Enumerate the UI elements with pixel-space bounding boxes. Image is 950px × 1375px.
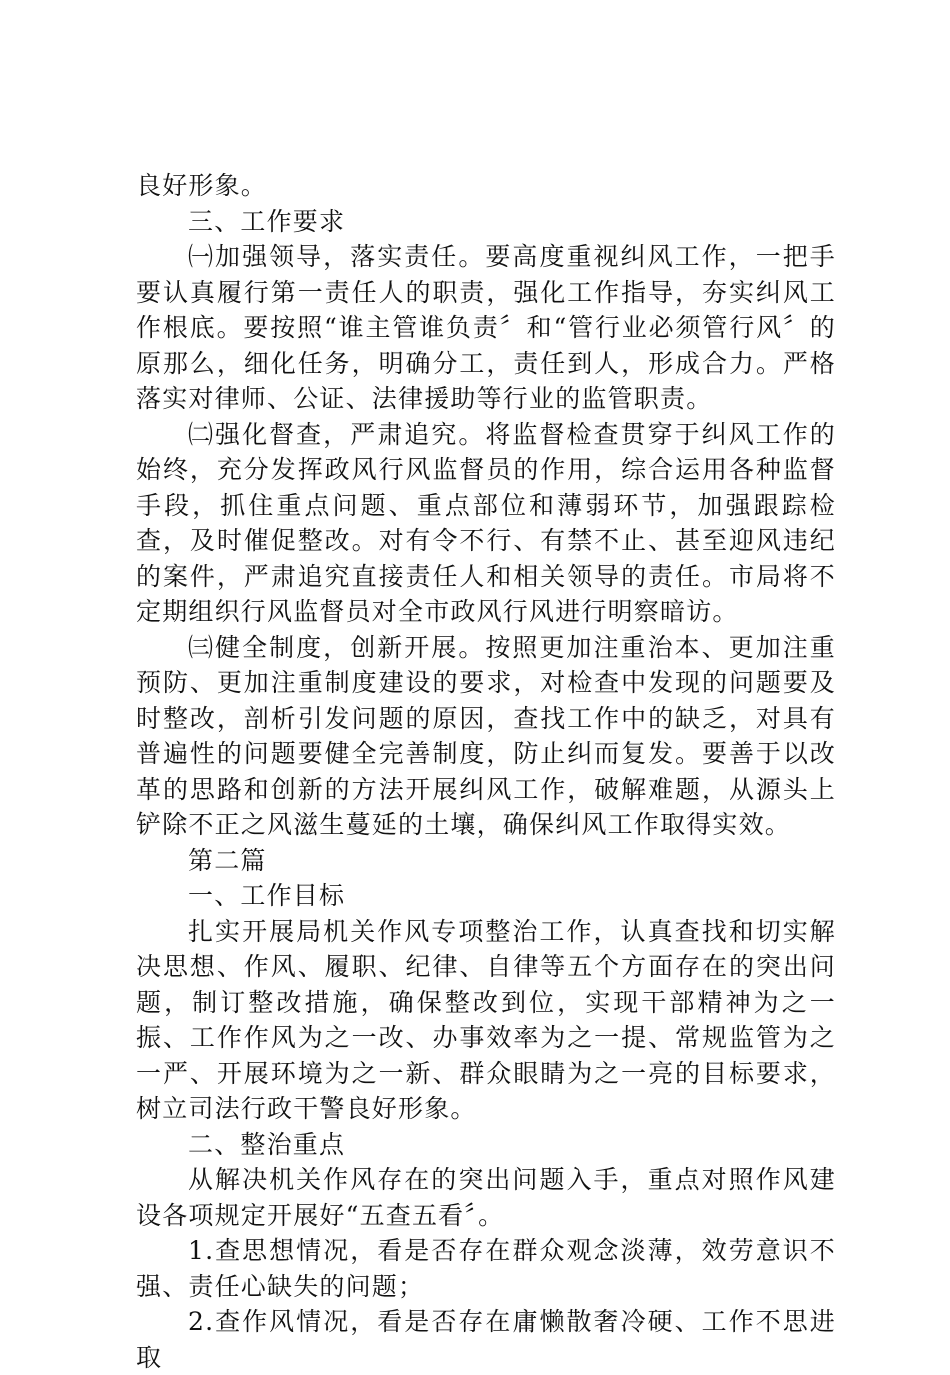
part-heading-second: 第二篇 [188,845,267,875]
paragraph-strengthen-leadership: ㈠加强领导，落实责任。要高度重视纠风工作，一把手要认真履行第一责任人的职责，强化工作指导，夯实纠风工作根底。要按照“谁主管谁负责〞和“管行业必须管行风〞的原那么，细化任务，明确分工，责任到人，形成合力。严格落实对律师、公证、法律援助等行业的监管职责。 [136,242,836,413]
paragraph-strengthen-supervision: ㈡强化督查，严肃追究。将监督检查贯穿于纠风工作的始终，充分发挥政风行风监督员的作用，综合运用各种监督手段，抓住重点问题、重点部位和薄弱环节，加强跟踪检查，及时催促整改。对有令不行、有禁不止、甚至迎风违纪的案件，严肃追究直接责任人和相关领导的责任。市局将不定期组织行风监督员对全市政风行风进行明察暗访。 [136,419,836,626]
paragraph-continuation: 良好形象。 [136,171,268,200]
list-item-check-thinking: 1.查思想情况，看是否存在群众观念淡薄，效劳意识不强、责任心缺失的问题； [136,1236,836,1301]
section-heading-work-goals: 一、工作目标 [188,881,346,910]
list-item-check-style: 2.查作风情况，看是否存在庸懒散奢冷硬、工作不思进取 [136,1307,836,1372]
paragraph-improve-system: ㈢健全制度，创新开展。按照更加注重治本、更加注重预防、更加注重制度建设的要求，对检查中发现的问题要及时整改，剖析引发问题的原因，查找工作中的缺乏，对具有普遍性的问题要健全完善制度，防止纠而复发。要善于以改革的思路和创新的方法开展纠风工作，破解难题，从源头上铲除不正之风滋生蔓延的土壤，确保纠风工作取得实效。 [136,632,836,839]
paragraph-work-goals: 扎实开展局机关作风专项整治工作，认真查找和切实解决思想、作风、履职、纪律、自律等五个方面存在的突出问题，制订整改措施，确保整改到位，实现干部精神为之一振、工作作风为之一改、办事效率为之一提、常规监管为之一严、开展环境为之一新、群众眼睛为之一亮的目标要求，树立司法行政干警良好形象。 [136,916,836,1123]
document-page [136,168,836,1375]
paragraph-rectification-focus: 从解决机关作风存在的突出问题入手，重点对照作风建设各项规定开展好“五查五看〞。 [136,1165,836,1230]
section-heading-work-requirements: 三、工作要求 [188,206,346,236]
section-heading-rectification-focus: 二、整治重点 [188,1129,346,1159]
